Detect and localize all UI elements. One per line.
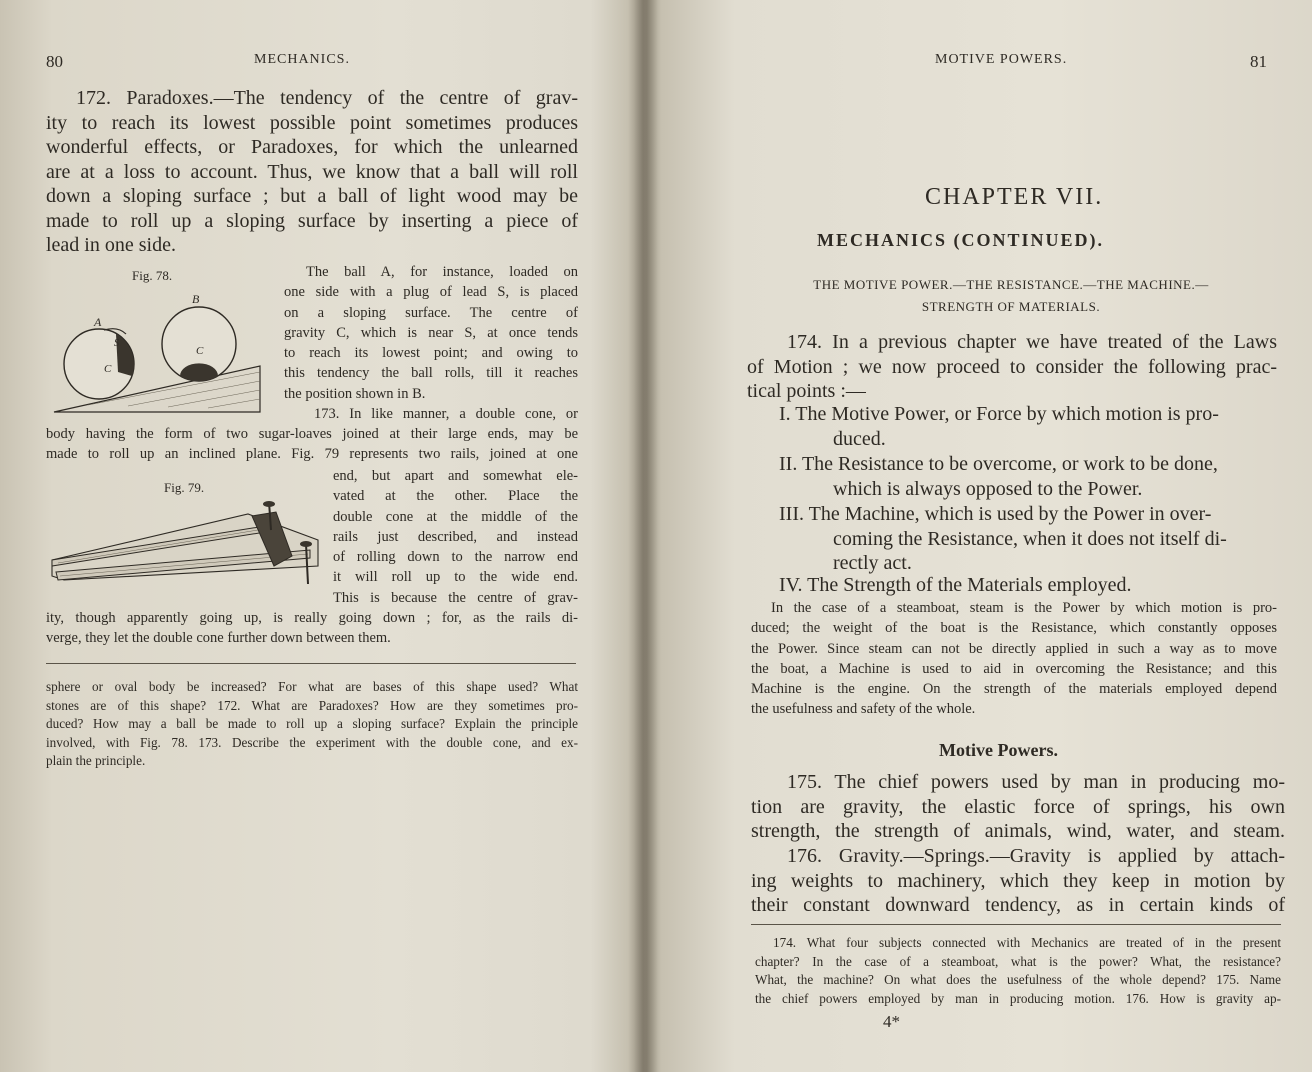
paragraph-174: 174. In a previous chapter we have treated of the Laws of Motion ; we now proceed to consider the following prac- tical points :— — [747, 331, 1277, 402]
figure-79-label: Fig. 79. — [164, 480, 205, 495]
footnote-rule — [46, 663, 576, 664]
chapter-subtitle: MECHANICS (CONTINUED). — [817, 230, 1105, 250]
fig78-letter-s: S — [114, 338, 119, 349]
printer-signature: 4* — [883, 1012, 900, 1031]
figure-78-label: Fig. 78. — [132, 268, 173, 283]
paragraph-173-body: body having the form of two sugar-loaves joined at their large ends, may be made to roll up an inclined plane. Fig. 79 represents two rails, joined at one — [46, 426, 578, 463]
paragraph-175: 175. The chief powers used by man in producing mo- tion are gravity, the elastic force of springs, his own strength, the strength of animals, wind, water, and steam. — [751, 771, 1285, 842]
list-item-materials: IV. The Strength of the Materials employed. — [779, 574, 1132, 596]
footnote-questions: 174. What four subjects connected with Mechanics are treated of in the present chapter? In the case of a steamboat, what is the power? What, the resistance? What, the machine? On what does the usefulness of the whole depend? 175. Name the chief powers employed by man in producing motion. 176. How is gravity ap- — [755, 935, 1281, 1006]
footnote-rule — [751, 924, 1281, 925]
chapter-topics: THE MOTIVE POWER.—THE RESISTANCE.—THE MACHINE.— STRENGTH OF MATERIALS. — [813, 277, 1209, 314]
chapter-title: CHAPTER VII. — [925, 184, 1104, 210]
fig78-letter-c1: C — [104, 363, 112, 375]
right-page — [655, 0, 1312, 1072]
figure-79-explanation: end, but apart and somewhat ele- vated at the other. Place the double cone at the middle of the rails just described, and instead of rolling down to the narrow end it will roll up to the wide end. This is because the centre of grav- — [333, 468, 578, 606]
page-number: 80 — [46, 52, 63, 71]
figure-79-double-cone-on-rails — [48, 500, 324, 588]
fig78-letter-b: B — [192, 292, 200, 306]
figure-78-balls-on-slope — [48, 286, 268, 418]
fig78-letter-a: A — [94, 315, 102, 329]
footnote-questions: sphere or oval body be increased? For what are bases of this shape used? What stones are of this shape? 172. What are Paradoxes? How are they sometimes pro- duced? How may a ball be made to roll up a sloping surface? Explain the principle involved, with Fig. 78. 173. Describe the experiment with the double cone, and ex- plain the principle. — [46, 679, 578, 769]
list-item-machine: III. The Machine, which is used by the Power in over- coming the Resistance, when it does not itself di- rectly act. — [779, 503, 1227, 574]
list-item-resistance: II. The Resistance to be overcome, or work to be done, which is always opposed to the Power. — [779, 453, 1218, 500]
paragraph-173-end: ity, though apparently going up, is really going down ; for, as the rails di- verge, they let the double cone further down between them. — [46, 610, 578, 647]
section-heading: Motive Powers. — [939, 740, 1058, 760]
page-number: 81 — [1250, 52, 1267, 71]
fig78-letter-c2: C — [196, 345, 204, 357]
running-head: MOTIVE POWERS. — [935, 52, 1068, 67]
paragraph-172: 172. Paradoxes.—The tendency of the centre of grav- ity to reach its lowest possible point sometimes produces wonderful effects, or Paradoxes, for which the unlearned are at a loss to account. Thus, we know that a ball will roll down a sloping surface ; but a ball of light wood may be made to roll up a sloping surface by inserting a piece of lead in one side. — [46, 87, 578, 256]
running-head: MECHANICS. — [254, 52, 350, 67]
paragraph-173-start: 173. In like manner, a double cone, or — [314, 406, 578, 422]
figure-78-explanation: The ball A, for instance, loaded on one side with a plug of lead S, is placed on a sloping surface. The centre of gravity C, which is near S, at once tends to reach its lowest point; and owing to this tendency the ball rolls, till it reaches the position shown in B. — [284, 264, 578, 402]
steamboat-example: In the case of a steamboat, steam is the Power by which motion is pro- duced; the weight of the boat is the Resistance, which constantly opposes the Power. Since steam can not be directly applied in such a way as to move the boat, a Machine is used to aid in overcoming the Resistance; and this Machine is the engine. On the strength of the materials employed depend the usefulness and safety of the whole. — [751, 600, 1277, 718]
left-page — [0, 0, 640, 1072]
list-item-motive-power: I. The Motive Power, or Force by which motion is pro- duced. — [779, 403, 1219, 450]
paragraph-176: 176. Gravity.—Springs.—Gravity is applied by attach- ing weights to machinery, which they keep in motion by their constant downward tendency, as in certain kinds of — [751, 845, 1285, 916]
